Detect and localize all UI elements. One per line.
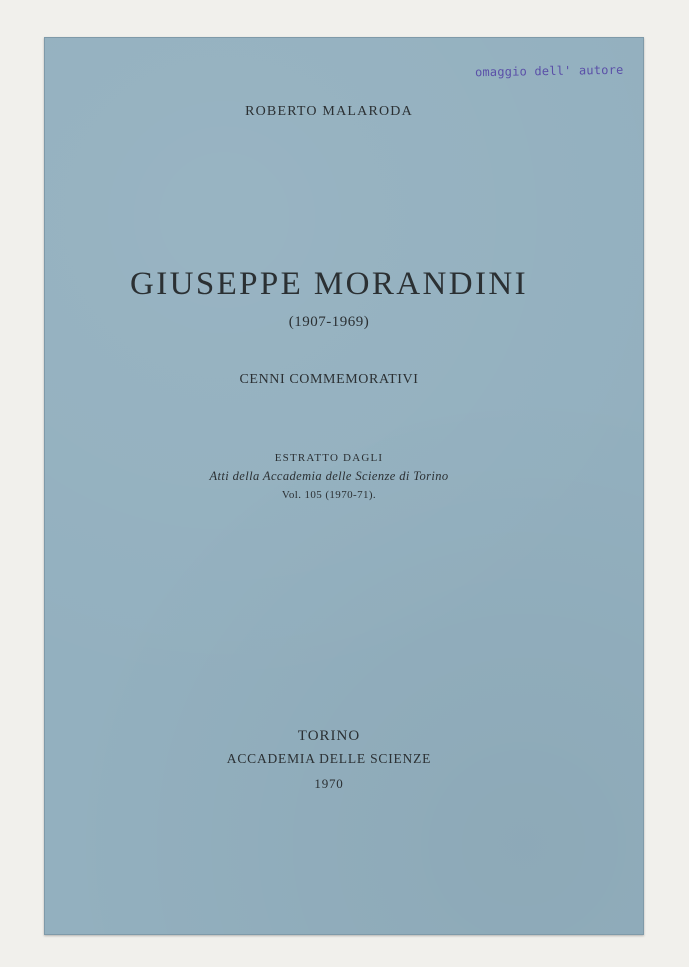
author-name: ROBERTO MALARODA [245,104,413,119]
document-title: GIUSEPPE MORANDINI [130,266,528,302]
extract-source: Atti della Accademia delle Scienze di Torino [209,469,449,483]
imprint-city: TORINO [297,728,361,744]
document-subtitle: CENNI COMMEMORATIVI [239,372,419,387]
imprint-year: 1970 [314,776,344,791]
dedication-stamp: omaggio dell' autore [474,62,624,80]
imprint-publisher: ACCADEMIA DELLE SCIENZE [226,751,432,766]
extract-label: ESTRATTO DAGLI [274,452,384,464]
booklet-cover [44,37,644,935]
life-dates: (1907-1969) [288,314,370,330]
extract-volume: Vol. 105 (1970-71). [281,489,377,501]
